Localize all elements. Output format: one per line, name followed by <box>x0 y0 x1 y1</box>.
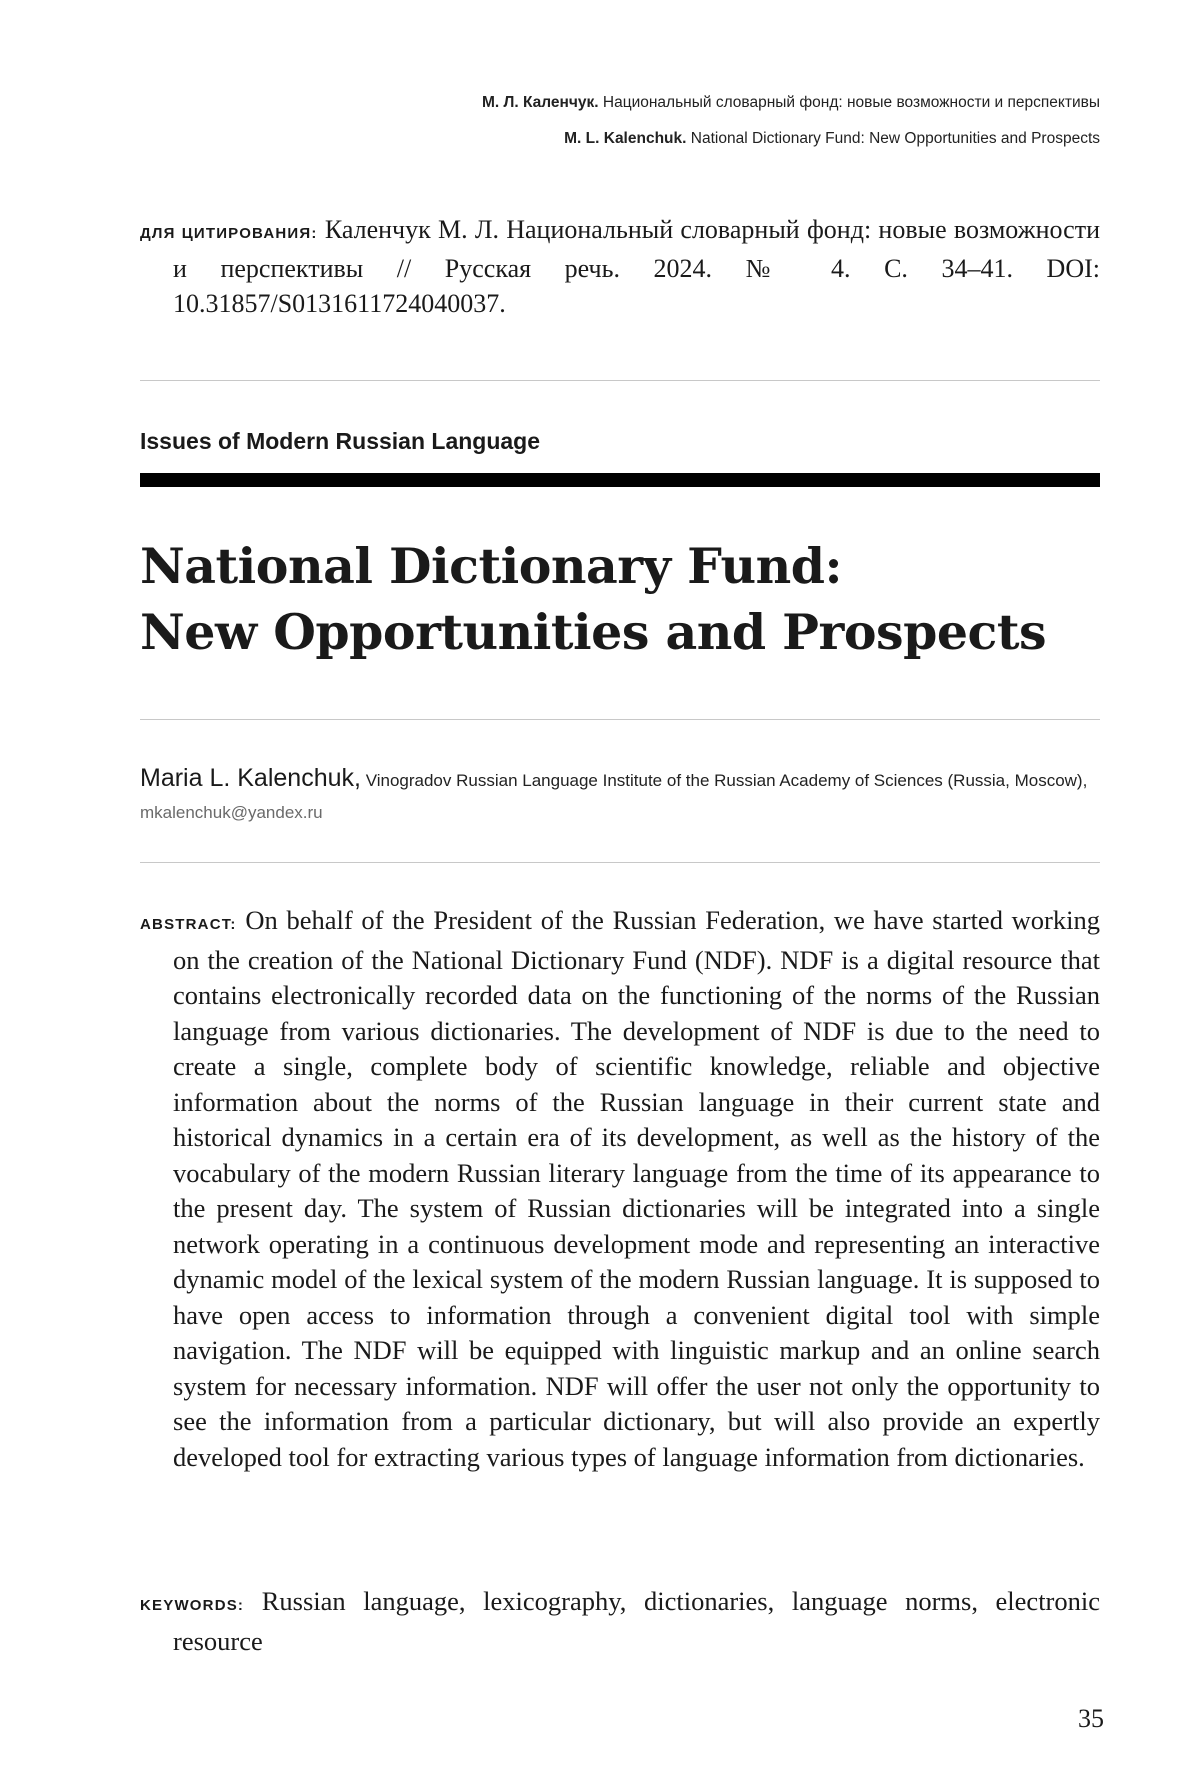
running-head-english <box>564 130 1100 148</box>
author-name: Maria L. Kalenchuk, <box>140 764 361 792</box>
abstract-label: ABSTRACT: <box>140 916 237 933</box>
divider <box>140 719 1100 720</box>
author-affiliation: Vinogradov Russian Language Institute of the Russian Academy of Sciences (Russia, Moscow), <box>365 771 1088 790</box>
page-number: 35 <box>1078 1704 1104 1733</box>
section-heading: Issues of Modern Russian Language <box>140 428 541 454</box>
divider <box>140 862 1100 863</box>
article-title <box>140 533 1100 665</box>
divider <box>140 380 1100 381</box>
author-info <box>140 762 1100 829</box>
article-page <box>140 0 1104 1780</box>
article-title-line-1: National Dictionary Fund: <box>140 537 843 595</box>
citation-text: Каленчук М. Л. Национальный словарный фонд: новые возможности и перспективы // Русская речь. 2024. № 4. С. 34–41. DOI: 10.31857/S0131611724040037. <box>173 215 1100 318</box>
running-head-russian <box>482 94 1100 112</box>
article-title-line-2: New Opportunities and Prospects <box>140 603 1047 661</box>
citation-block <box>140 212 1100 321</box>
abstract-text: On behalf of the President of the Russian Federation, we have started working on the creation of the National Dictionary Fund (NDF). NDF is a digital resource that contains electronically recorded data on the functioning of the norms of the Russian language from various dictionaries. The development of NDF is due to the need to create a single, complete body of scientific knowledge, reliable and objective information about the norms of the Russian language in their current state and historical dynamics in a certain era of its development, as well as the history of the vocabulary of the modern Russian literary language from the time of its appearance to the present day. The system of Russian dictionaries will be integrated into a single network operating in a continuous development mode and representing an interactive dynamic model of the lexical system of the modern Russian language. It is supposed to have open access to information through a convenient digital tool with simple navigation. The NDF will be equipped with linguistic markup and an online search system for necessary information. NDF will offer the user not only the opportunity to see the information from a particular dictionary, but will also provide an expertly developed tool for extracting various types of language information from dictionaries. <box>173 905 1100 1472</box>
section-divider <box>140 473 1100 487</box>
citation-label: ДЛЯ ЦИТИРОВАНИЯ: <box>140 225 318 242</box>
author-email-link[interactable]: mkalenchuk@yandex.ru <box>140 803 323 822</box>
running-head-en-author: M. L. Kalenchuk. <box>564 130 687 147</box>
running-head-ru-title: Национальный словарный фонд: новые возможности и перспективы <box>602 94 1100 111</box>
running-head-ru-author: М. Л. Каленчук. <box>482 94 599 111</box>
abstract-block <box>140 903 1100 1475</box>
keywords-label: KEYWORDS: <box>140 1597 245 1614</box>
keywords-block <box>140 1584 1100 1659</box>
keywords-text: Russian language, lexicography, dictionaries, language norms, electronic resource <box>173 1586 1101 1656</box>
running-head-en-title: National Dictionary Fund: New Opportunities and Prospects <box>690 130 1100 147</box>
